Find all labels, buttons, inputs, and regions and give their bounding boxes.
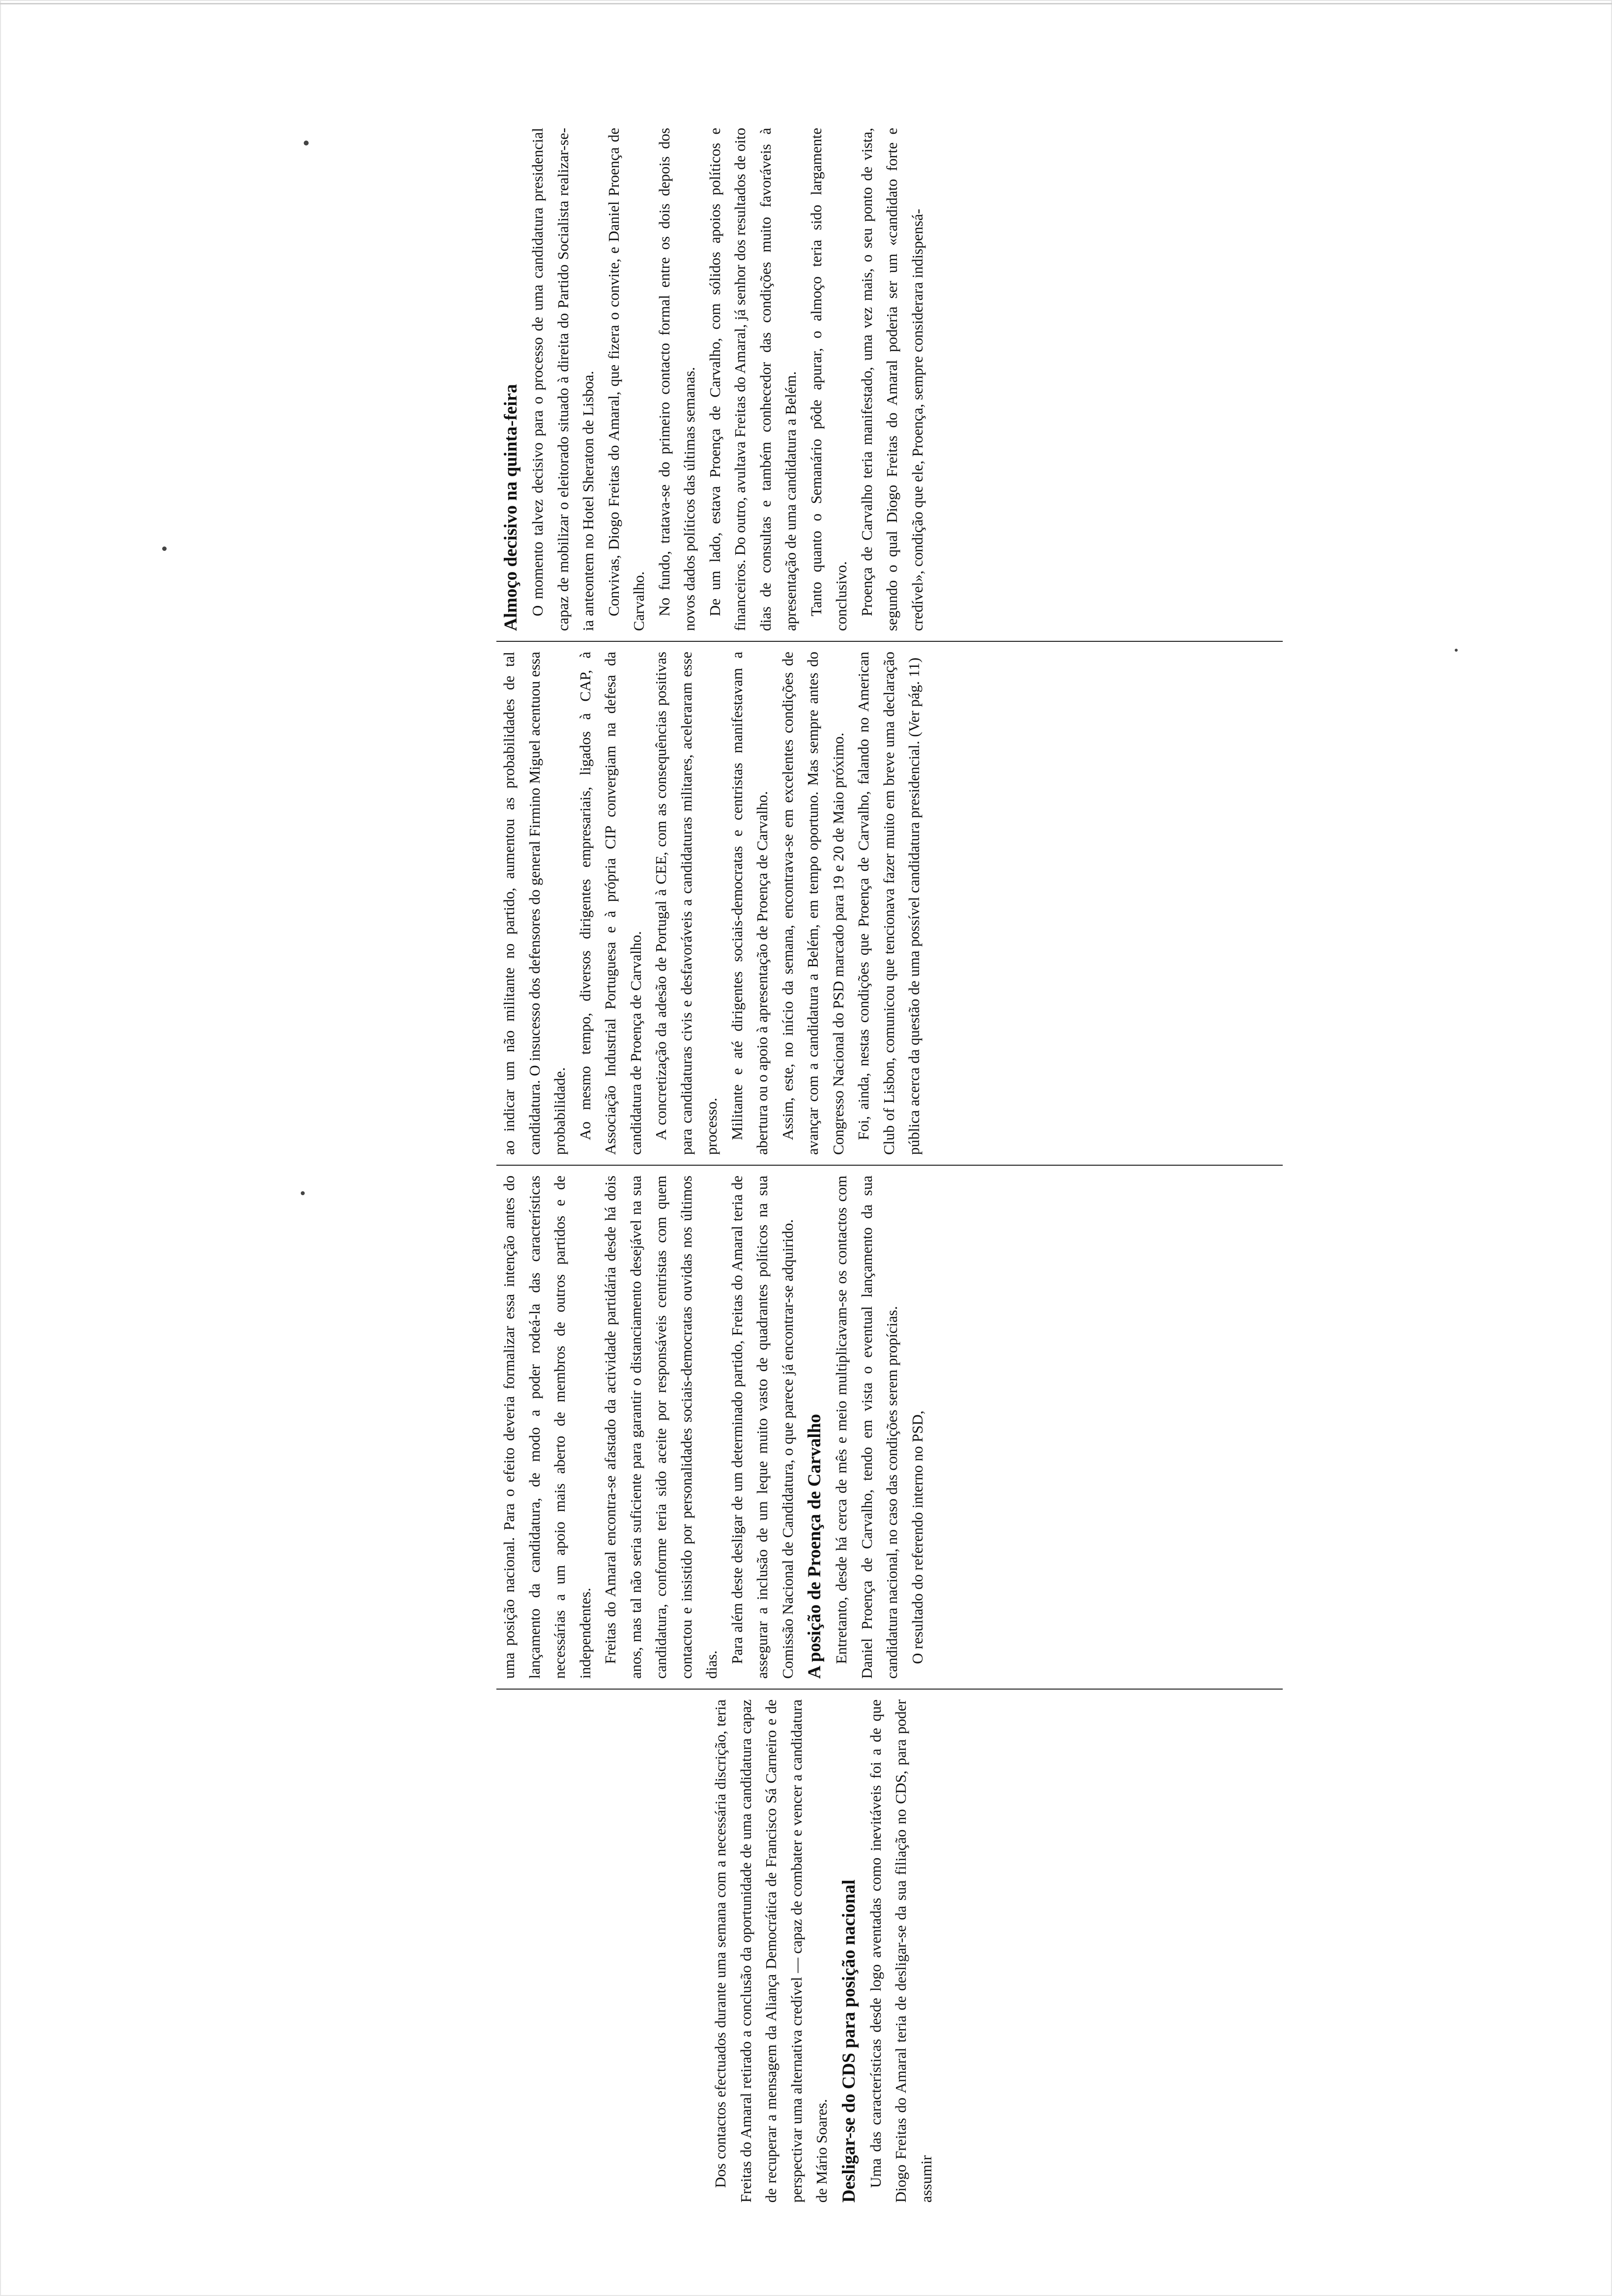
- paragraph: ao indicar um não militante no partido, aumentou as probabilidades de tal candidatura. O insucesso dos defensores do general Firmino Miguel acentuou essa probabilidade.: [500, 652, 568, 1155]
- paragraph: No fundo, tratava-se do primeiro contacto formal entre os dois depois dos novos dados políticos das últimas semanas.: [655, 128, 698, 631]
- scan-speck: [1455, 649, 1458, 652]
- paragraph: Freitas do Amaral encontra-se afastado da actividade partidária desde há dois anos, mas tal não seria suficiente para garantir o distanciamento desejável na sua candidatura, conforme teria sido aceite por responsáveis centristas com quem contactou e insistido por personalidades sociais-democratas ouvidas nos últimos dias.: [602, 1176, 720, 1679]
- column-4: [496, 124, 1283, 635]
- column-3: [496, 648, 1283, 1159]
- paragraph: Foi, ainda, nestas condições que Proença de Carvalho, falando no American Club of Lisbon, comunicou que tencionava fazer muito em breve uma declaração pública acerca da questão de uma possível candidatura presidencial. (Ver pág. 11): [855, 652, 922, 1155]
- scan-speck: [162, 546, 167, 551]
- paragraph: De um lado, estava Proença de Carvalho, com sólidos apoios políticos e financeiros. Do outro, avultava Freitas do Amaral, já senhor dos resultados de oito dias de consultas e também conhecedor das condições muito favoráveis à apresentação de uma candidatura a Belém.: [706, 128, 799, 631]
- column-divider: [496, 1165, 1283, 1166]
- paragraph: Tanto quanto o Semanário pôde apurar, o almoço teria sido largamente conclusivo.: [807, 128, 850, 631]
- column-1: [496, 1695, 1283, 2207]
- paragraph: Convivas, Diogo Freitas do Amaral, que fizera o convite, e Daniel Proença de Carvalho.: [604, 128, 647, 631]
- paragraph: Entretanto, desde há cerca de mês e meio multiplicavam-se os contactos com Daniel Proença de Carvalho, tendo em vista o eventual lançamento da sua candidatura nacional, no caso das condições serem propícias.: [833, 1176, 900, 1679]
- paragraph: A concretização da adesão de Portugal à CEE, com as consequências positivas para candidaturas civis e desfavoráveis a candidaturas militares, aceleraram esse processo.: [652, 652, 720, 1155]
- section-heading: Almoço decisivo na quinta-feira: [501, 384, 521, 631]
- section-heading: A posição de Proença de Carvalho: [805, 1414, 825, 1679]
- paragraph: Militante e até dirigentes sociais-democratas e centristas manifestavam a abertura ou o apoio à apresentação de Proença de Carvalho.: [728, 652, 771, 1155]
- paragraph: Ao mesmo tempo, diversos dirigentes empresariais, ligados à CAP, à Associação Industrial Portuguesa e à própria CIP convergiam na defesa da candidatura de Proença de Carvalho.: [576, 652, 644, 1155]
- paragraph: Para além deste desligar de um determinado partido, Freitas do Amaral teria de assegurar a inclusão de um leque muito vasto de quadrantes políticos na sua Comissão Nacional de Candidatura, o que parece já encontrar-se adquirido.: [728, 1176, 796, 1679]
- paragraph: Dos contactos efectuados durante uma semana com a necessária discrição, teria Freitas do Amaral retirado a conclusão da oportunidade de uma candidatura capaz de recuperar a mensagem da Aliança Democrática de Francisco Sá Carneiro e de perspectivar uma alternativa credível — capaz de combater e vencer a candidatura de Mário Soares.: [712, 1699, 830, 2203]
- top-scan-rule: [0, 3, 1612, 4]
- column-2: [496, 1172, 1283, 1683]
- paragraph: O momento talvez decisivo para o processo de uma candidatura presidencial capaz de mobilizar o eleitorado situado à direita do Partido Socialista realizar-se-ia anteontem no Hotel Sheraton de Lisboa.: [529, 128, 597, 631]
- paragraph: Uma das características desde logo aventadas como inevitáveis foi a de que Diogo Freitas do Amaral teria de desligar-se da sua filiação no CDS, para poder assumir: [866, 1699, 935, 2203]
- scan-speck: [301, 1191, 305, 1195]
- column-top-space: [496, 1699, 708, 2203]
- column-divider: [496, 641, 1283, 642]
- rotated-newspaper-clipping: [496, 87, 1283, 2207]
- paragraph: O resultado do referendo interno no PSD,: [908, 1410, 926, 1664]
- paragraph: Assim, este, no início da semana, encontrava-se em excelentes condições de avançar com a candidatura a Belém, em tempo oportuno. Mas sempre antes do Congresso Nacional do PSD marcado para 19 e 20 de Maio próximo.: [778, 652, 847, 1155]
- paragraph: uma posição nacional. Para o efeito deveria formalizar essa intenção antes do lançamento da candidatura, de modo a poder rodeá-la das características necessárias a um apoio mais aberto de membros de outros partidos e de independentes.: [500, 1176, 594, 1679]
- section-heading: Desligar-se do CDS para posição nacional: [838, 1879, 859, 2203]
- column-divider: [496, 1689, 1283, 1690]
- paragraph: Proença de Carvalho teria manifestado, uma vez mais, o seu ponto de vista, segundo o qual Diogo Freitas do Amaral poderia ser um «candidato forte e credível», condição que ele, Proença, sempre considerara indispensá-: [858, 128, 926, 631]
- scan-speck: [304, 141, 309, 145]
